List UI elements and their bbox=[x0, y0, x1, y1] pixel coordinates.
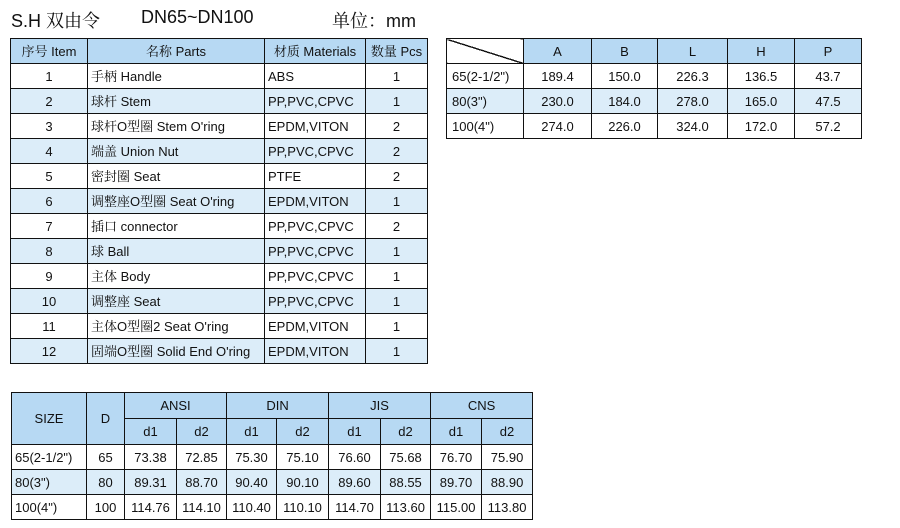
item-number: 9 bbox=[11, 264, 88, 289]
size-cell: 65(2-1/2") bbox=[12, 445, 87, 470]
part-name: 手柄 Handle bbox=[88, 64, 265, 89]
flange-value: 110.10 bbox=[277, 495, 329, 520]
dimension-value: 165.0 bbox=[728, 89, 795, 114]
dimension-value: 324.0 bbox=[658, 114, 728, 139]
item-number: 4 bbox=[11, 139, 88, 164]
part-quantity: 1 bbox=[366, 314, 428, 339]
table-row bbox=[11, 89, 428, 114]
cns-header: CNS bbox=[431, 393, 533, 419]
flange-value: 73.38 bbox=[125, 445, 177, 470]
part-name: 主体 Body bbox=[88, 264, 265, 289]
part-name: 密封圈 Seat bbox=[88, 164, 265, 189]
materials-column-header: 材质 Materials bbox=[265, 39, 366, 64]
item-number: 7 bbox=[11, 214, 88, 239]
size-cell: 65(2-1/2") bbox=[447, 64, 524, 89]
flange-value: 76.70 bbox=[431, 445, 482, 470]
dim-l-header: L bbox=[658, 39, 728, 64]
dimension-table bbox=[446, 38, 862, 139]
dim-p-header: P bbox=[795, 39, 862, 64]
flange-value: 75.68 bbox=[381, 445, 431, 470]
dimension-value: 57.2 bbox=[795, 114, 862, 139]
part-name: 主体O型圈2 Seat O'ring bbox=[88, 314, 265, 339]
flange-value: 76.60 bbox=[329, 445, 381, 470]
flange-value: 114.70 bbox=[329, 495, 381, 520]
table-row bbox=[11, 64, 428, 89]
jis-header: JIS bbox=[329, 393, 431, 419]
part-quantity: 2 bbox=[366, 114, 428, 139]
dimension-value: 43.7 bbox=[795, 64, 862, 89]
ansi-d2-header: d2 bbox=[177, 419, 227, 445]
dimension-value: 230.0 bbox=[524, 89, 592, 114]
dimension-value: 136.5 bbox=[728, 64, 795, 89]
flange-table bbox=[11, 392, 533, 520]
part-material: EPDM,VITON bbox=[265, 314, 366, 339]
dimension-value: 274.0 bbox=[524, 114, 592, 139]
flange-value: 113.60 bbox=[381, 495, 431, 520]
part-material: ABS bbox=[265, 64, 366, 89]
item-column-header: 序号 Item bbox=[11, 39, 88, 64]
din-header: DIN bbox=[227, 393, 329, 419]
item-number: 3 bbox=[11, 114, 88, 139]
jis-d1-header: d1 bbox=[329, 419, 381, 445]
item-number: 10 bbox=[11, 289, 88, 314]
part-name: 调整座O型圈 Seat O'ring bbox=[88, 189, 265, 214]
part-quantity: 1 bbox=[366, 239, 428, 264]
part-material: EPDM,VITON bbox=[265, 114, 366, 139]
part-name: 插口 connector bbox=[88, 214, 265, 239]
dim-a-header: A bbox=[524, 39, 592, 64]
dimension-header-row bbox=[447, 39, 862, 64]
part-quantity: 1 bbox=[366, 339, 428, 364]
size-cell: 100(4") bbox=[12, 495, 87, 520]
part-material: PP,PVC,CPVC bbox=[265, 139, 366, 164]
parts-column-header: 名称 Parts bbox=[88, 39, 265, 64]
ansi-d1-header: d1 bbox=[125, 419, 177, 445]
part-material: PP,PVC,CPVC bbox=[265, 239, 366, 264]
parts-header-row bbox=[11, 39, 428, 64]
size-cell: 80(3") bbox=[12, 470, 87, 495]
table-row bbox=[11, 339, 428, 364]
part-name: 端盖 Union Nut bbox=[88, 139, 265, 164]
parts-table bbox=[10, 38, 428, 364]
dim-b-header: B bbox=[592, 39, 658, 64]
flange-value: 89.31 bbox=[125, 470, 177, 495]
part-name: 球杆 Stem bbox=[88, 89, 265, 114]
part-quantity: 1 bbox=[366, 264, 428, 289]
dimension-value: 189.4 bbox=[524, 64, 592, 89]
part-quantity: 2 bbox=[366, 214, 428, 239]
d-value: 100 bbox=[87, 495, 125, 520]
flange-header-row bbox=[12, 393, 533, 419]
part-material: PP,PVC,CPVC bbox=[265, 289, 366, 314]
dimension-value: 226.0 bbox=[592, 114, 658, 139]
table-row bbox=[11, 214, 428, 239]
part-quantity: 1 bbox=[366, 89, 428, 114]
part-quantity: 1 bbox=[366, 289, 428, 314]
part-material: PP,PVC,CPVC bbox=[265, 89, 366, 114]
part-name: 调整座 Seat bbox=[88, 289, 265, 314]
flange-value: 75.90 bbox=[482, 445, 533, 470]
size-cell: 100(4") bbox=[447, 114, 524, 139]
part-quantity: 2 bbox=[366, 139, 428, 164]
part-name: 球杆O型圈 Stem O'ring bbox=[88, 114, 265, 139]
flange-value: 89.60 bbox=[329, 470, 381, 495]
part-material: EPDM,VITON bbox=[265, 339, 366, 364]
d-column-header: D bbox=[87, 393, 125, 445]
item-number: 1 bbox=[11, 64, 88, 89]
item-number: 8 bbox=[11, 239, 88, 264]
table-row bbox=[11, 164, 428, 189]
table-row bbox=[11, 264, 428, 289]
din-d2-header: d2 bbox=[277, 419, 329, 445]
item-number: 11 bbox=[11, 314, 88, 339]
flange-value: 90.40 bbox=[227, 470, 277, 495]
jis-d2-header: d2 bbox=[381, 419, 431, 445]
flange-value: 75.10 bbox=[277, 445, 329, 470]
flange-value: 114.76 bbox=[125, 495, 177, 520]
product-model-title: S.H 双由令 bbox=[11, 11, 101, 31]
dimension-value: 172.0 bbox=[728, 114, 795, 139]
dim-h-header: H bbox=[728, 39, 795, 64]
table-row bbox=[12, 445, 533, 470]
din-d1-header: d1 bbox=[227, 419, 277, 445]
part-material: PTFE bbox=[265, 164, 366, 189]
part-quantity: 1 bbox=[366, 64, 428, 89]
size-column-header: SIZE bbox=[12, 393, 87, 445]
dimension-value: 184.0 bbox=[592, 89, 658, 114]
table-row bbox=[11, 239, 428, 264]
dimension-value: 150.0 bbox=[592, 64, 658, 89]
cns-d2-header: d2 bbox=[482, 419, 533, 445]
flange-value: 115.00 bbox=[431, 495, 482, 520]
cns-d1-header: d1 bbox=[431, 419, 482, 445]
d-value: 65 bbox=[87, 445, 125, 470]
table-row bbox=[11, 139, 428, 164]
part-material: PP,PVC,CPVC bbox=[265, 264, 366, 289]
table-row bbox=[447, 89, 862, 114]
flange-value: 72.85 bbox=[177, 445, 227, 470]
flange-value: 89.70 bbox=[431, 470, 482, 495]
table-row bbox=[447, 114, 862, 139]
item-number: 5 bbox=[11, 164, 88, 189]
table-row bbox=[11, 189, 428, 214]
flange-value: 88.55 bbox=[381, 470, 431, 495]
table-row bbox=[11, 114, 428, 139]
table-row bbox=[11, 289, 428, 314]
flange-value: 114.10 bbox=[177, 495, 227, 520]
flange-value: 110.40 bbox=[227, 495, 277, 520]
flange-value: 88.90 bbox=[482, 470, 533, 495]
diagonal-corner-cell bbox=[447, 39, 524, 64]
table-row bbox=[12, 470, 533, 495]
flange-value: 75.30 bbox=[227, 445, 277, 470]
part-quantity: 1 bbox=[366, 189, 428, 214]
ansi-header: ANSI bbox=[125, 393, 227, 419]
table-row bbox=[447, 64, 862, 89]
part-material: PP,PVC,CPVC bbox=[265, 214, 366, 239]
item-number: 2 bbox=[11, 89, 88, 114]
table-row bbox=[11, 314, 428, 339]
pcs-column-header: 数量 Pcs bbox=[366, 39, 428, 64]
dimension-value: 226.3 bbox=[658, 64, 728, 89]
size-cell: 80(3") bbox=[447, 89, 524, 114]
flange-value: 113.80 bbox=[482, 495, 533, 520]
part-name: 固端O型圈 Solid End O'ring bbox=[88, 339, 265, 364]
table-row bbox=[12, 495, 533, 520]
part-name: 球 Ball bbox=[88, 239, 265, 264]
d-value: 80 bbox=[87, 470, 125, 495]
flange-value: 90.10 bbox=[277, 470, 329, 495]
item-number: 6 bbox=[11, 189, 88, 214]
dimension-value: 47.5 bbox=[795, 89, 862, 114]
flange-value: 88.70 bbox=[177, 470, 227, 495]
part-quantity: 2 bbox=[366, 164, 428, 189]
size-range-label: DN65~DN100 bbox=[141, 7, 254, 27]
unit-label: 单位：mm bbox=[332, 11, 416, 31]
dimension-value: 278.0 bbox=[658, 89, 728, 114]
item-number: 12 bbox=[11, 339, 88, 364]
part-material: EPDM,VITON bbox=[265, 189, 366, 214]
